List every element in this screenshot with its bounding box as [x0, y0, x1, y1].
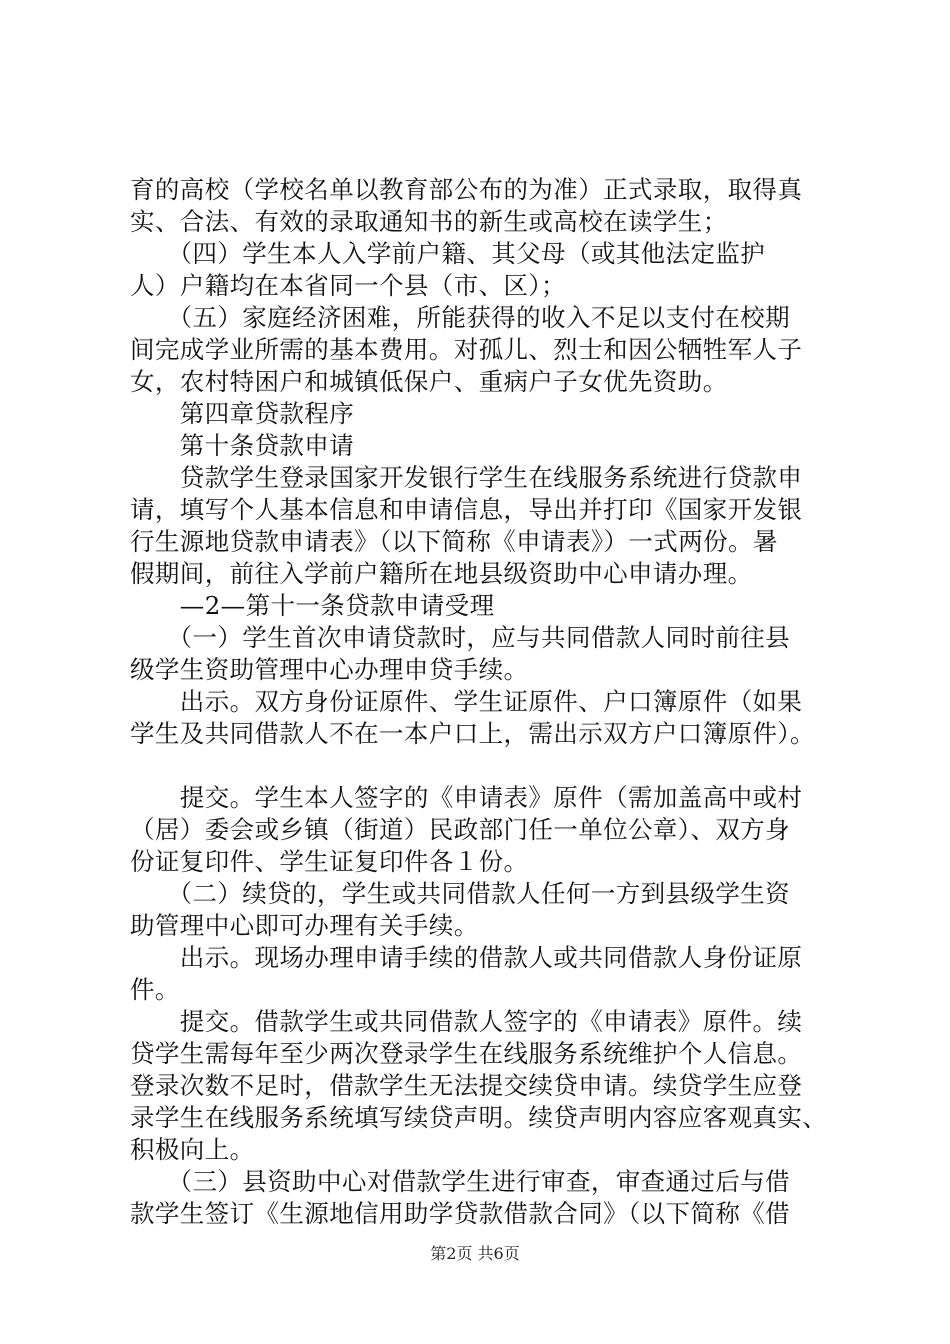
body-text-line: 行生源地贷款申请表》（以下简称《申请表》）一式两份。暑 [130, 527, 778, 556]
body-text-line: （四）学生本人入学前户籍、其父母（或其他法定监护 [130, 239, 766, 268]
body-text-line: 提交。借款学生或共同借款人签字的《申请表》原件。续 [130, 1007, 803, 1036]
body-text-line: 件。 [130, 975, 180, 1004]
body-text-line: 份证复印件、学生证复印件各１份。 [130, 847, 529, 876]
body-text-line: 假期间，前往入学前户籍所在地县级资助中心申请办理。 [130, 559, 753, 588]
body-text-line: 实、合法、有效的录取通知书的新生或高校在读学生； [130, 207, 728, 236]
body-text-line: 女，农村特困户和城镇低保户、重病户子女优先资助。 [130, 367, 728, 396]
chapter-heading: 第四章贷款程序 [130, 399, 355, 428]
body-text-line: 出示。双方身份证原件、学生证原件、户口簿原件（如果 [130, 687, 803, 716]
body-text-line: 款学生签订《生源地信用助学贷款借款合同》（以下简称《借 [130, 1199, 791, 1228]
article-heading: 第十条贷款申请 [130, 431, 355, 460]
body-text-line: （一）学生首次申请贷款时，应与共同借款人同时前往县 [130, 623, 791, 652]
body-text-line: 请，填写个人基本信息和申请信息，导出并打印《国家开发银 [130, 495, 803, 524]
body-text-line: （居）委会或乡镇（街道）民政部门任一单位公章）、双方身 [130, 815, 791, 844]
body-text-line: 学生及共同借款人不在一本户口上，需出示双方户口簿原件）。 [130, 719, 815, 748]
body-text-line: （三）县资助中心对借款学生进行审查，审查通过后与借 [130, 1167, 791, 1196]
page-number-footer: 第2页 共6页 [430, 1244, 520, 1263]
body-text-line: 积极向上。 [130, 1135, 255, 1164]
body-text-line: （二）续贷的，学生或共同借款人任何一方到县级学生资 [130, 879, 791, 908]
body-text-line: 提交。学生本人签字的《申请表》原件（需加盖高中或村 [130, 783, 803, 812]
body-text-line: （五）家庭经济困难，所能获得的收入不足以支付在校期 [130, 303, 791, 332]
body-text-line: 录学生在线服务系统填写续贷声明。续贷声明内容应客观真实、 [130, 1103, 828, 1132]
body-text-line: 育的高校（学校名单以教育部公布的为准）正式录取，取得真 [130, 175, 803, 204]
body-text-line: 贷款学生登录国家开发银行学生在线服务系统进行贷款申 [130, 463, 803, 492]
article-heading: —2—第十一条贷款申请受理 [130, 591, 495, 620]
body-text-line: 贷学生需每年至少两次登录学生在线服务系统维护个人信息。 [130, 1039, 803, 1068]
body-text-line: 登录次数不足时，借款学生无法提交续贷申请。续贷学生应登 [130, 1071, 803, 1100]
body-text-line: 间完成学业所需的基本费用。对孤儿、烈士和因公牺牲军人子 [130, 335, 803, 364]
body-text-line: 人）户籍均在本省同一个县（市、区）； [130, 271, 566, 300]
body-text-line: 助管理中心即可办理有关手续。 [130, 911, 479, 940]
body-text-line: 级学生资助管理中心办理申贷手续。 [130, 655, 529, 684]
body-text-line: 出示。现场办理申请手续的借款人或共同借款人身份证原 [130, 943, 803, 972]
